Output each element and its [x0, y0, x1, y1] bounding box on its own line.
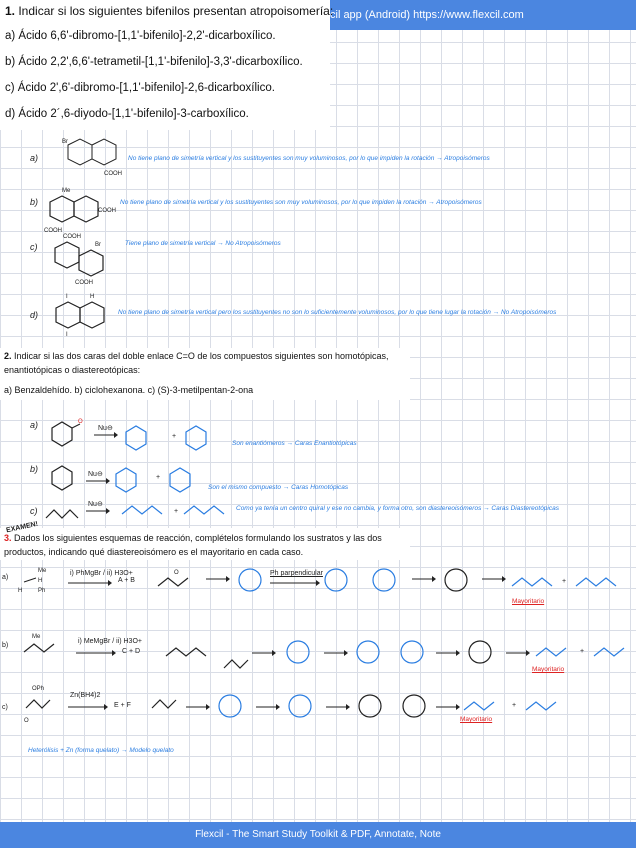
answer-1c-label: c) [30, 242, 38, 252]
arrow-c-icon [68, 704, 108, 710]
newman-b-3 [394, 632, 430, 670]
answer-2c-text: Como ya tenía un centro quiral y ese no cambia, y forma otro, son diastereoisómeros → Caras Diastereotópicas [236, 505, 559, 512]
footer-banner: Flexcil - The Smart Study Toolkit & PDF, Annotate, Note [0, 822, 636, 848]
newman-c-1 [212, 686, 248, 726]
svg-text:Me: Me [32, 634, 41, 640]
reagents-a: i) PhMgBr / ii) H3O+ [70, 570, 133, 577]
arrow-a2-icon [206, 576, 230, 582]
product-2a-1 [122, 420, 162, 452]
arrow-b3-icon [324, 650, 348, 656]
answer-2a-label: a) [30, 420, 39, 430]
products-b: C + D [122, 648, 141, 655]
newman-a-1 [232, 562, 268, 600]
substrate-b-2 [222, 646, 252, 676]
footnote-chelate: Heterólisis + Zn (forma quelato) → Modelo quelato [28, 747, 174, 754]
question-3-number: 3. [4, 533, 12, 543]
arrow-b-icon [76, 650, 116, 656]
question-1-item-c: c) Ácido 2',6'-dibromo-[1,1'-bifenilo]-2,6-dicarboxílico. [5, 82, 275, 94]
answer-1a-label: a) [30, 153, 39, 163]
product-a-2 [572, 566, 628, 594]
reaction-a: a) Me H Ph H i) PhMgBr / ii) H3O+ A + B O Ph parpendicular Mayoritario + [0, 562, 636, 622]
arrow-b4-icon [436, 650, 460, 656]
arrow-c5-icon [436, 704, 460, 710]
major-label-b: Mayoritario [532, 666, 565, 673]
product-c-1 [460, 688, 506, 718]
arrow-a5-icon [482, 576, 506, 582]
newman-b-1 [280, 632, 316, 670]
newman-b-2 [350, 632, 386, 670]
question-3-line-1 [4, 532, 382, 545]
molecule-1a [50, 135, 120, 177]
question-1-item-b: b) Ácido 2,2',6,6'-tetrametil-[1,1'-bifenilo]-3,3'-dicarboxílico. [5, 56, 303, 68]
major-label-a: Mayoritario [512, 598, 545, 605]
arrow-2a-icon [94, 432, 118, 438]
svg-text:COOH: COOH [75, 280, 93, 286]
reagent-2c: Nu⊖ [88, 501, 103, 508]
question-3-text: Dados los siguientes esquemas de reacción, complételos formulando los sustratos y las dos [11, 533, 382, 543]
arrow-a-icon [68, 580, 112, 586]
question-2-text: Indicar si las dos caras del doble enlace C=O de los compuestos siguientes son homotópicas, [11, 351, 389, 361]
svg-text:COOH: COOH [44, 228, 62, 234]
svg-text:Me: Me [62, 188, 71, 194]
reagents-c: Zn(BH4)2 [70, 692, 101, 699]
question-1-title [5, 4, 333, 18]
products-a: A + B [118, 577, 135, 584]
svg-text:COOH: COOH [98, 208, 116, 214]
intermediate-c [148, 684, 188, 724]
intermediate-b [160, 634, 220, 664]
reaction-a-label: a) [2, 574, 9, 581]
answer-1d-label: d) [30, 310, 39, 320]
svg-text:O: O [24, 718, 29, 724]
exam-badge: EXAMEN! [5, 520, 39, 535]
reaction-c: c) OPh O Zn(BH4)2 E + F Mayoritario + [0, 680, 636, 740]
svg-text:Me: Me [38, 568, 47, 574]
question-1-text: Indicar si los siguientes bifenilos presentan atropoisomería: [15, 4, 334, 18]
question-2-number: 2. [4, 351, 12, 361]
arrow-c4-icon [326, 704, 350, 710]
arrow-c2-icon [186, 704, 210, 710]
molecule-2a [48, 418, 88, 450]
molecule-1d [48, 290, 114, 338]
product-2c-2 [180, 496, 230, 522]
major-label-c: Mayoritario [460, 716, 493, 723]
answer-1c-text: Tiene plano de simetría vertical → No Atropoisómeros [125, 240, 281, 247]
svg-text:H: H [38, 578, 43, 584]
reaction-b: b) Me i) MeMgBr / ii) H3O+ C + D Mayoritario + [0, 628, 636, 688]
molecule-1b [42, 182, 120, 234]
question-2-line-3: a) Benzaldehído. b) ciclohexanona. c) (S)-3-metilpentan-2-ona [4, 385, 254, 395]
arrow-2b-icon [86, 478, 110, 484]
reagent-2a: Nu⊖ [98, 425, 113, 432]
svg-text:Br: Br [62, 139, 68, 145]
reaction-c-label: c) [2, 704, 8, 711]
svg-text:Br: Br [95, 242, 101, 248]
reaction-b-label: b) [2, 642, 9, 649]
answer-1b-text: No tiene plano de simetría vertical y los sustituyentes son muy voluminosos, por lo que impiden la rotación → Atropoisómeros [120, 199, 482, 206]
reagent-2b: Nu⊖ [88, 471, 103, 478]
note-a: Ph parpendicular [270, 570, 323, 577]
svg-text:O: O [78, 419, 83, 425]
product-2c-1 [118, 496, 168, 522]
arrow-b2-icon [252, 650, 276, 656]
molecule-1c [45, 228, 115, 286]
answer-2b-label: b) [30, 464, 39, 474]
newman-a-3 [366, 562, 402, 600]
answer-1b-label: b) [30, 197, 39, 207]
product-b-2 [590, 634, 634, 664]
arrow-2c-icon [86, 508, 110, 514]
svg-text:I: I [66, 332, 68, 338]
svg-text:O: O [174, 570, 179, 576]
newman-a-2 [318, 562, 354, 600]
answer-2a-text: Son enantiómeros → Caras Enantiotópicas [232, 440, 357, 447]
question-1-item-d: d) Ácido 2´,6-diyodo-[1,1'-bifenilo]-3-carboxílico. [5, 108, 249, 120]
product-c-2 [522, 688, 572, 718]
arrow-a3-icon [270, 580, 320, 586]
question-3-box [0, 520, 410, 560]
newman-a-4 [438, 562, 474, 600]
banner-url[interactable]: cil app (Android) https://www.flexcil.com [330, 9, 524, 21]
arrow-b5-icon [506, 650, 530, 656]
product-a-1 [508, 566, 558, 594]
question-1-number: 1. [5, 4, 16, 18]
svg-text:COOH: COOH [63, 234, 81, 240]
product-2b-2 [166, 462, 202, 496]
svg-text:I: I [66, 294, 68, 300]
molecule-2c [44, 500, 84, 524]
svg-text:H: H [90, 294, 95, 300]
product-b-1 [532, 634, 578, 664]
svg-text:Ph: Ph [38, 588, 46, 594]
svg-text:OPh: OPh [32, 686, 45, 692]
svg-text:H: H [18, 588, 23, 594]
question-2-box [0, 348, 410, 400]
arrow-c3-icon [256, 704, 280, 710]
answer-1d-text: No tiene plano de simetría vertical pero los sustituyentes no son lo suficientemente voluminosos, por lo que tiene lugar la rotación → No Atropoisómeros [118, 309, 557, 316]
arrow-a4-icon [412, 576, 436, 582]
question-2-line-2: enantiotópicas o diastereotópicas: [4, 365, 141, 375]
question-1-box [0, 0, 334, 130]
newman-c-3 [352, 686, 388, 726]
answer-2c-label: c) [30, 506, 38, 516]
molecule-2b [48, 460, 88, 492]
newman-c-4 [396, 686, 432, 726]
intermediate-a [150, 566, 210, 596]
question-3-line-2: productos, indicando qué diastereoisómero es el mayoritario en cada caso. [4, 547, 304, 557]
question-2-line-1 [4, 350, 388, 363]
reagents-b: i) MeMgBr / ii) H3O+ [78, 638, 142, 645]
product-2a-2 [182, 420, 222, 452]
answer-2b-text: Son el mismo compuesto → Caras Homotópicas [208, 484, 349, 491]
substrate-b [20, 628, 70, 668]
newman-c-2 [282, 686, 318, 726]
question-1-item-a: a) Ácido 6,6'-dibromo-[1,1'-bifenilo]-2,2'-dicarboxílico. [5, 30, 276, 42]
product-2b-1 [112, 462, 148, 496]
substrate-a [16, 564, 66, 598]
substrate-c [20, 682, 64, 732]
products-c: E + F [114, 702, 131, 709]
newman-b-4 [462, 632, 498, 670]
svg-text:COOH: COOH [104, 171, 122, 177]
answer-1a-text: No tiene plano de simetría vertical y los sustituyentes son muy voluminosos, por lo que impiden la rotación → Atropoisómeros [128, 155, 490, 162]
